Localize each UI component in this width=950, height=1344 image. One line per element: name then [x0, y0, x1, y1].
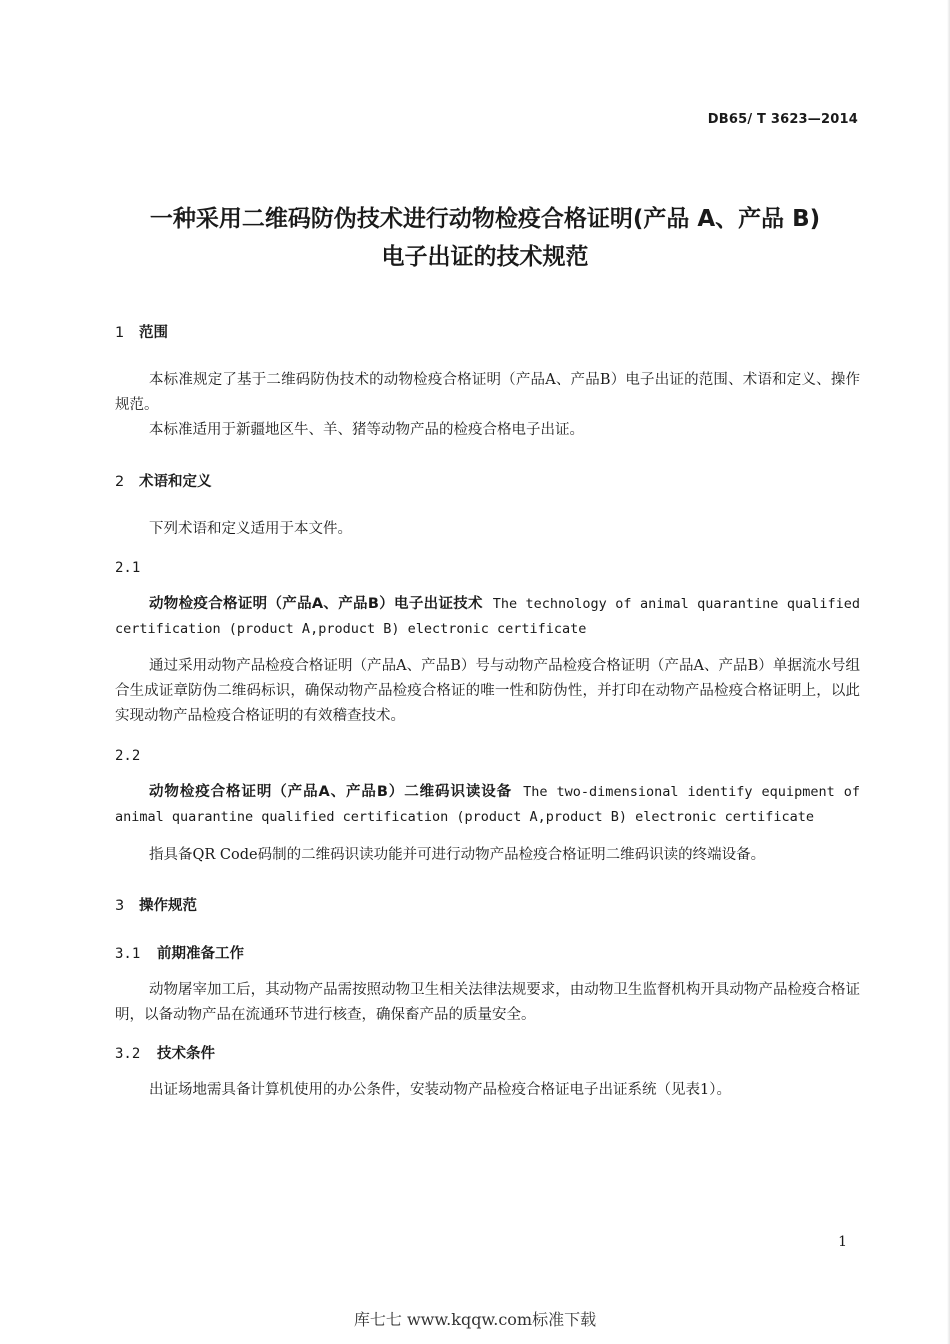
page-number: 1: [838, 1234, 847, 1250]
paragraph: 下列术语和定义适用于本文件。: [149, 521, 352, 537]
subsection-number: 3.2: [115, 1046, 141, 1062]
subsection-title: 前期准备工作: [157, 946, 244, 962]
subsection-3-2-heading: [115, 1042, 860, 1067]
definition-2-2: [115, 843, 860, 868]
term-2-2: [115, 780, 860, 830]
term-english: The technology of animal quarantine qualified certification (product A,product B) electronic certificate: [115, 596, 861, 637]
section-number: 2: [115, 474, 125, 490]
subsection-2-2-number: [115, 744, 860, 769]
paragraph: 出证场地需具备计算机使用的办公条件，安装动物产品检疫合格证电子出证系统（见表1）。: [149, 1082, 731, 1098]
title-line-2: 电子出证的技术规范: [381, 244, 589, 270]
definition-2-1: [115, 654, 860, 729]
section-number: 1: [115, 325, 125, 341]
paragraph: 本标准规定了基于二维码防伪技术的动物检疫合格证明（产品A、产品B）电子出证的范围、术语和定义、操作规范。: [115, 372, 860, 413]
term-2-1: [115, 592, 860, 642]
definition-text: 指具备QR Code码制的二维码识读功能并可进行动物产品检疫合格证明二维码识读的终端设备。: [149, 847, 766, 863]
section-1-heading: [115, 321, 860, 346]
section-title: 术语和定义: [139, 474, 212, 490]
footer-watermark: 库七七 www.kqqw.com标准下载: [353, 1310, 597, 1329]
section-3-2-body: [115, 1078, 860, 1103]
definition-text: 通过采用动物产品检疫合格证明（产品A、产品B）号与动物产品检疫合格证明（产品A、产品B）单据流水号组合生成证章防伪二维码标识，确保动物产品检疫合格证的唯一性和防伪性，并打印在动物产品检疫合格证明上，以此实现动物产品检疫合格证明的有效稽查技术。: [115, 658, 860, 724]
paragraph: 动物屠宰加工后，其动物产品需按照动物卫生相关法律法规要求，由动物卫生监督机构开具动物产品检疫合格证明，以备动物产品在流通环节进行核查，确保畜产品的质量安全。: [115, 982, 860, 1023]
term-chinese: 动物检疫合格证明（产品A、产品B）电子出证技术: [149, 596, 483, 612]
title-line-1: 一种采用二维码防伪技术进行动物检疫合格证明(产品 A、产品 B): [149, 206, 821, 232]
subsection-2-1-number: [115, 556, 860, 581]
section-2-body: [115, 517, 860, 542]
section-title: 范围: [139, 325, 168, 341]
subsection-3-1-heading: [115, 942, 860, 967]
subsection-number: 2.2: [115, 748, 141, 764]
section-3-heading: [115, 894, 860, 919]
section-3-1-body: [115, 978, 860, 1028]
subsection-number: 3.1: [115, 946, 141, 962]
paragraph: 本标准适用于新疆地区牛、羊、猪等动物产品的检疫合格电子出证。: [149, 422, 584, 438]
document-title: [60, 200, 910, 276]
term-english: The two-dimensional identify equipment of animal quarantine qualified certification (product A,product B) electronic certificate: [115, 784, 860, 825]
subsection-title: 技术条件: [157, 1046, 215, 1062]
standard-code: DB65/ T 3623—2014: [707, 112, 858, 127]
section-2-heading: [115, 470, 860, 495]
term-chinese: 动物检疫合格证明（产品A、产品B）二维码识读设备: [149, 784, 513, 800]
section-number: 3: [115, 898, 125, 914]
section-1-body: [115, 368, 860, 443]
subsection-number: 2.1: [115, 560, 141, 576]
section-title: 操作规范: [139, 898, 197, 914]
